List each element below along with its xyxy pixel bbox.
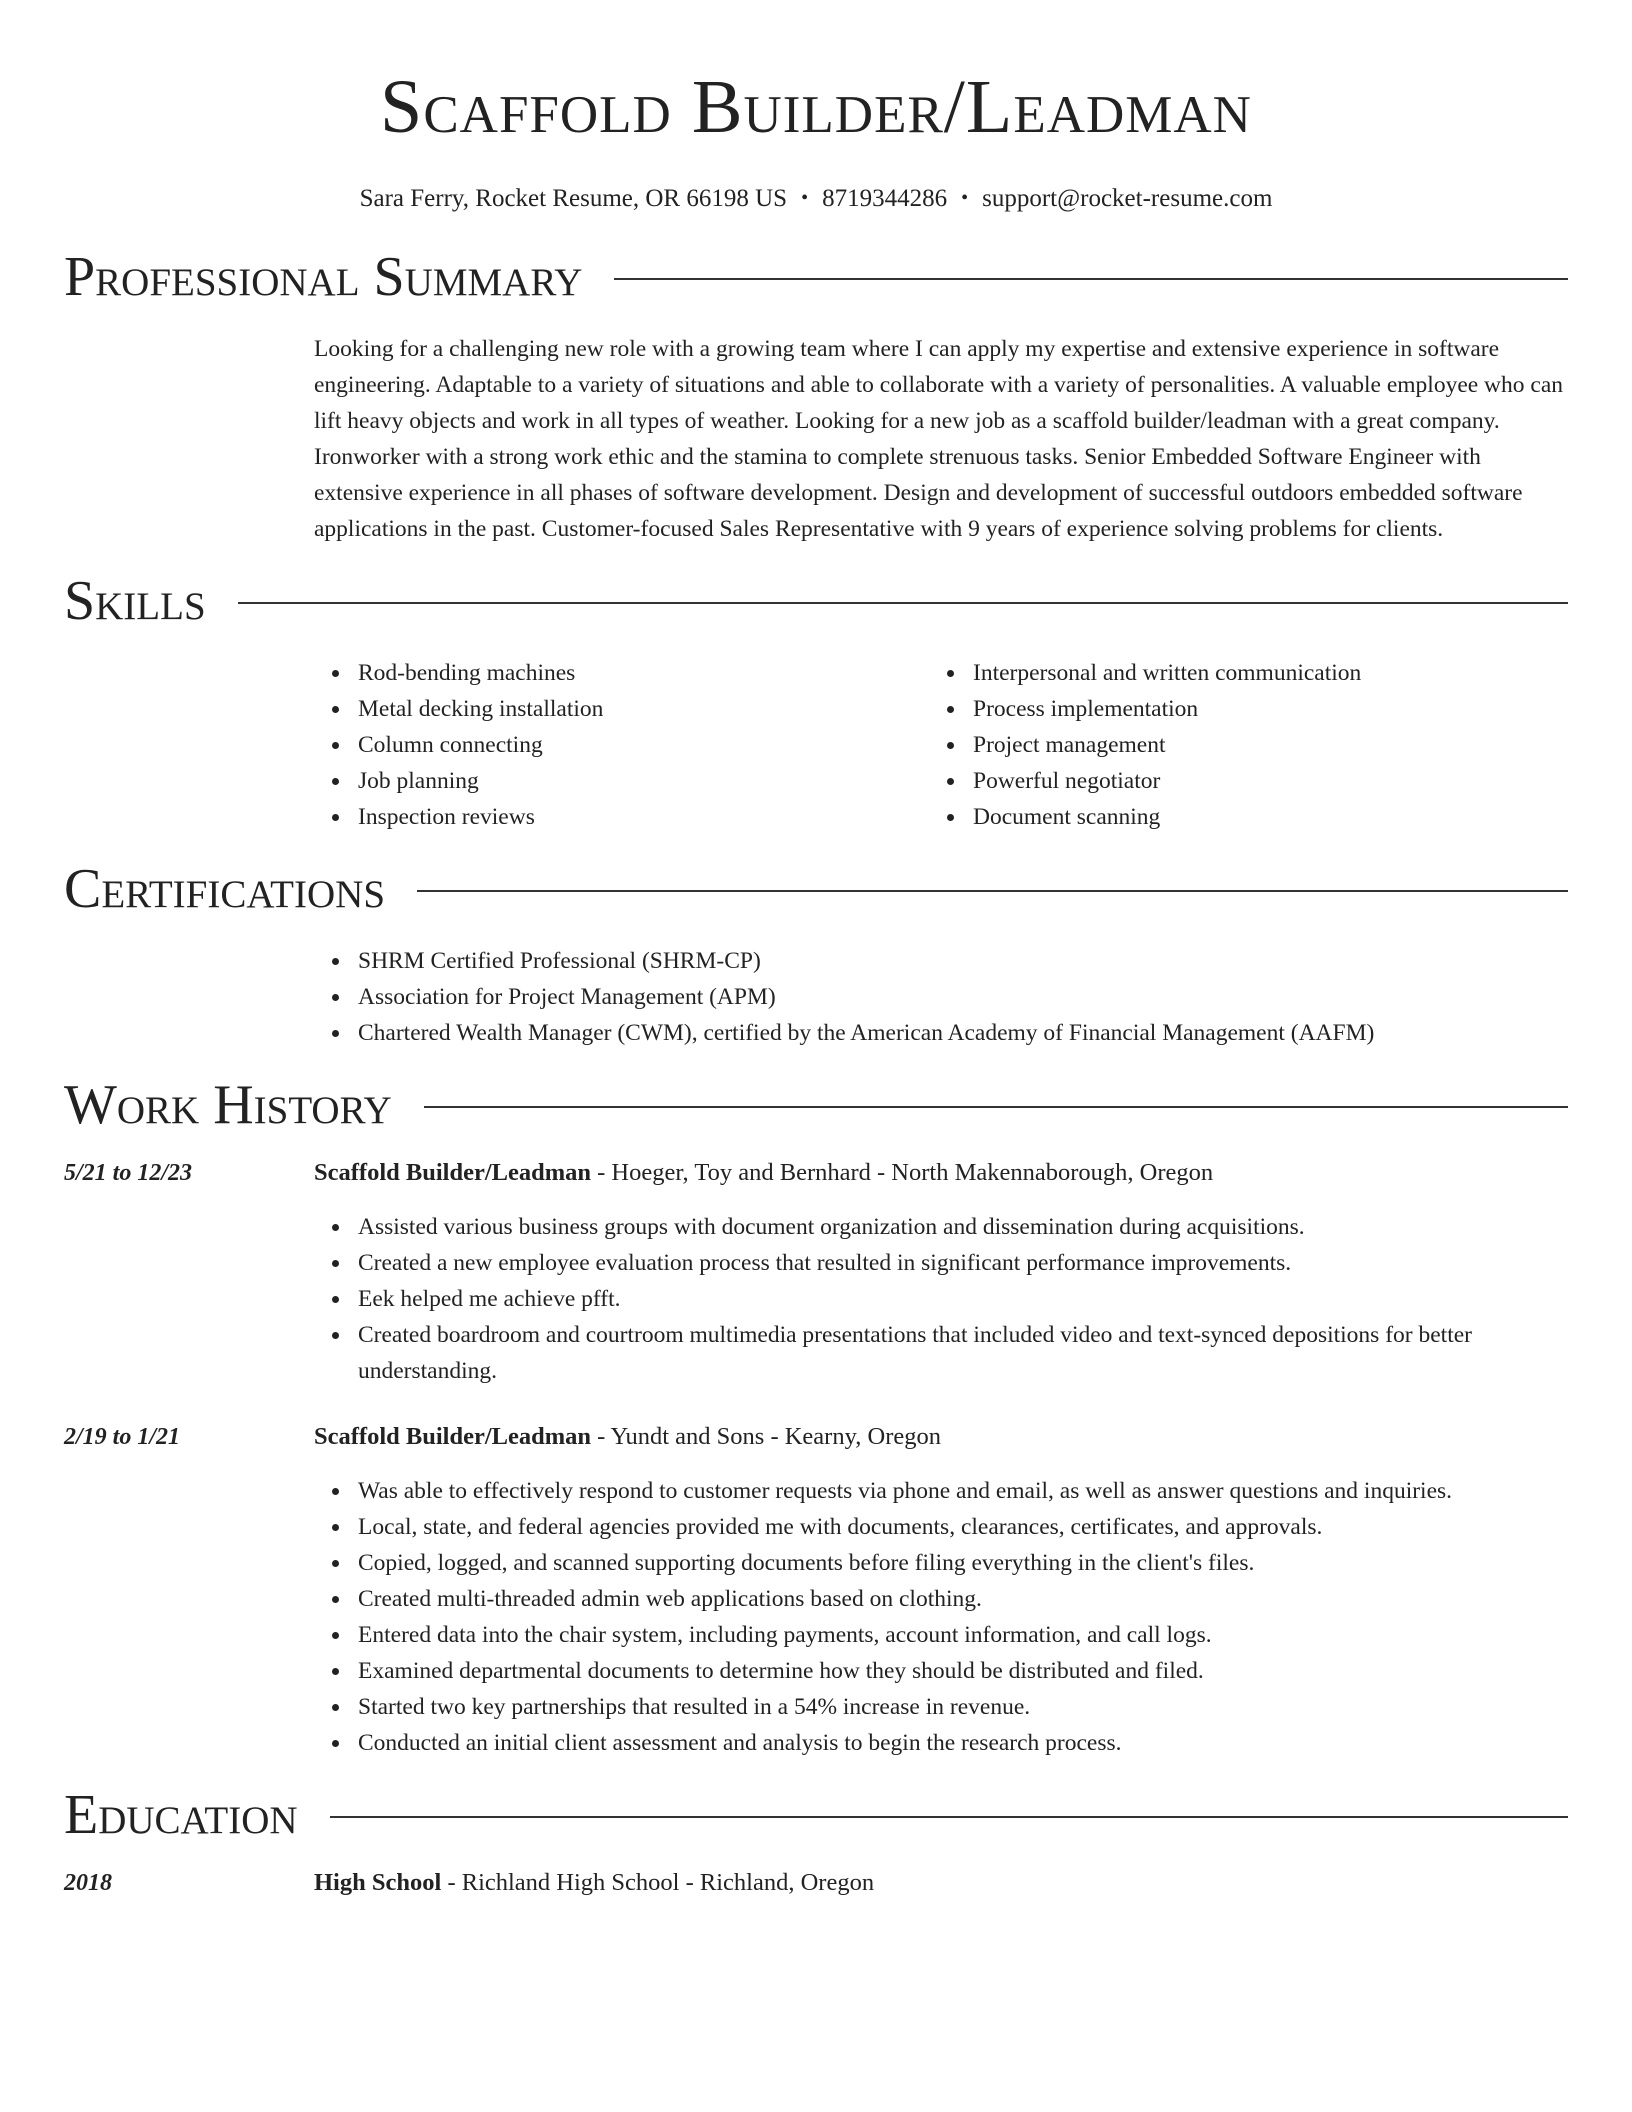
job-role: Scaffold Builder/Leadman [314, 1159, 592, 1186]
certification-item: Association for Project Management (APM) [358, 979, 1568, 1015]
skills-list-left [314, 655, 929, 835]
certifications-body [314, 943, 1568, 1051]
skill-item: Job planning [358, 763, 929, 799]
job-bullet: Created multi-threaded admin web applications based on clothing. [358, 1581, 1568, 1617]
education-year: 2018 [64, 1870, 112, 1896]
summary-text: Looking for a challenging new role with a growing team where I can apply my expertise and extensive experience in software engineering. Adaptable to a variety of situations and able to collaborate with a variety of personalities. A valuable employee who can lift heavy objects and work in all types of weather. Looking for a new job as a scaffold builder/leadman with a great company. Ironworker with a strong work ethic and the stamina to complete strenuous tasks. Senior Embedded Software Engineer with extensive experience in all phases of software development. Design and development of successful outdoors embedded software applications in the past. Customer-focused Sales Representative with 9 years of experience solving problems for clients. [314, 336, 1564, 542]
section-divider [417, 890, 1568, 892]
contact-separator: • [961, 187, 969, 209]
certifications-section [64, 857, 1568, 1051]
certification-item: Chartered Wealth Manager (CWM), certified by the American Academy of Financial Management (AAFM) [358, 1015, 1568, 1051]
job-bullets [314, 1209, 1568, 1389]
job-body [314, 1155, 1568, 1389]
skill-item: Powerful negotiator [973, 763, 1544, 799]
summary-heading: Professional Summary [64, 246, 583, 308]
job-bullet: Copied, logged, and scanned supporting documents before filing everything in the client's files. [358, 1545, 1568, 1581]
job-bullet: Local, state, and federal agencies provided me with documents, clearances, certificates, and approvals. [358, 1509, 1568, 1545]
job-entry [64, 1419, 1568, 1761]
job-bullet: Was able to effectively respond to customer requests via phone and email, as well as answer questions and inquiries. [358, 1473, 1568, 1509]
job-bullet: Examined departmental documents to determine how they should be distributed and filed. [358, 1653, 1568, 1689]
skill-item: Column connecting [358, 727, 929, 763]
job-heading [314, 1155, 1568, 1191]
skills-column-right [929, 655, 1544, 835]
education-heading-line [314, 1865, 1568, 1901]
education-body [314, 1865, 1568, 1901]
skills-heading: Skills [64, 570, 206, 632]
certifications-list [314, 943, 1568, 1051]
job-body [314, 1419, 1568, 1761]
job-bullet: Eek helped me achieve pfft. [358, 1281, 1568, 1317]
summary-body [314, 331, 1568, 547]
job-bullet: Started two key partnerships that resulted in a 54% increase in revenue. [358, 1689, 1568, 1725]
section-divider [330, 1816, 1568, 1818]
job-bullets [314, 1473, 1568, 1761]
education-details: - Richland High School - Richland, Oregon [441, 1869, 875, 1896]
contact-email[interactable]: support@rocket-resume.com [982, 185, 1273, 212]
job-heading [314, 1419, 1568, 1455]
skill-item: Inspection reviews [358, 799, 929, 835]
section-header [64, 569, 1568, 633]
section-divider [424, 1106, 1568, 1108]
work-history-heading: Work History [64, 1074, 392, 1136]
work-history-section [64, 1073, 1568, 1761]
job-bullet: Created a new employee evaluation process that resulted in significant performance improvements. [358, 1245, 1568, 1281]
section-divider [614, 278, 1568, 280]
skill-item: Metal decking installation [358, 691, 929, 727]
skill-item: Interpersonal and written communication [973, 655, 1544, 691]
education-entry [64, 1865, 1568, 1901]
certification-item: SHRM Certified Professional (SHRM-CP) [358, 943, 1568, 979]
job-bullet: Entered data into the chair system, including payments, account information, and call logs. [358, 1617, 1568, 1653]
skills-column-left [314, 655, 929, 835]
skill-item: Rod-bending machines [358, 655, 929, 691]
job-bullet: Created boardroom and courtroom multimedia presentations that included video and text-synced depositions for better understanding. [358, 1317, 1568, 1389]
skills-list-right [929, 655, 1544, 835]
job-dates: 2/19 to 1/21 [64, 1424, 181, 1450]
summary-section [64, 245, 1568, 547]
section-header [64, 1073, 1568, 1137]
skills-grid [314, 655, 1568, 835]
job-details: - Hoeger, Toy and Bernhard - North Makennaborough, Oregon [591, 1159, 1214, 1186]
resume-title: Scaffold Builder/Leadman [380, 65, 1252, 149]
section-header [64, 1783, 1568, 1847]
contact-line [64, 184, 1568, 215]
skill-item: Process implementation [973, 691, 1544, 727]
contact-address: Sara Ferry, Rocket Resume, OR 66198 US [359, 185, 788, 212]
job-bullet: Conducted an initial client assessment and analysis to begin the research process. [358, 1725, 1568, 1761]
section-divider [238, 602, 1568, 604]
contact-separator: • [801, 187, 809, 209]
skills-section [64, 569, 1568, 835]
education-heading: Education [64, 1784, 298, 1846]
education-degree: High School [314, 1869, 442, 1896]
education-section [64, 1783, 1568, 1901]
job-role: Scaffold Builder/Leadman [314, 1423, 592, 1450]
job-bullet: Assisted various business groups with document organization and dissemination during acquisitions. [358, 1209, 1568, 1245]
job-entry [64, 1155, 1568, 1389]
job-details: - Yundt and Sons - Kearny, Oregon [591, 1423, 941, 1450]
skill-item: Document scanning [973, 799, 1544, 835]
certifications-heading: Certifications [64, 858, 386, 920]
skill-item: Project management [973, 727, 1544, 763]
section-header [64, 245, 1568, 309]
contact-phone: 8719344286 [822, 185, 948, 212]
job-dates: 5/21 to 12/23 [64, 1160, 193, 1186]
section-header [64, 857, 1568, 921]
